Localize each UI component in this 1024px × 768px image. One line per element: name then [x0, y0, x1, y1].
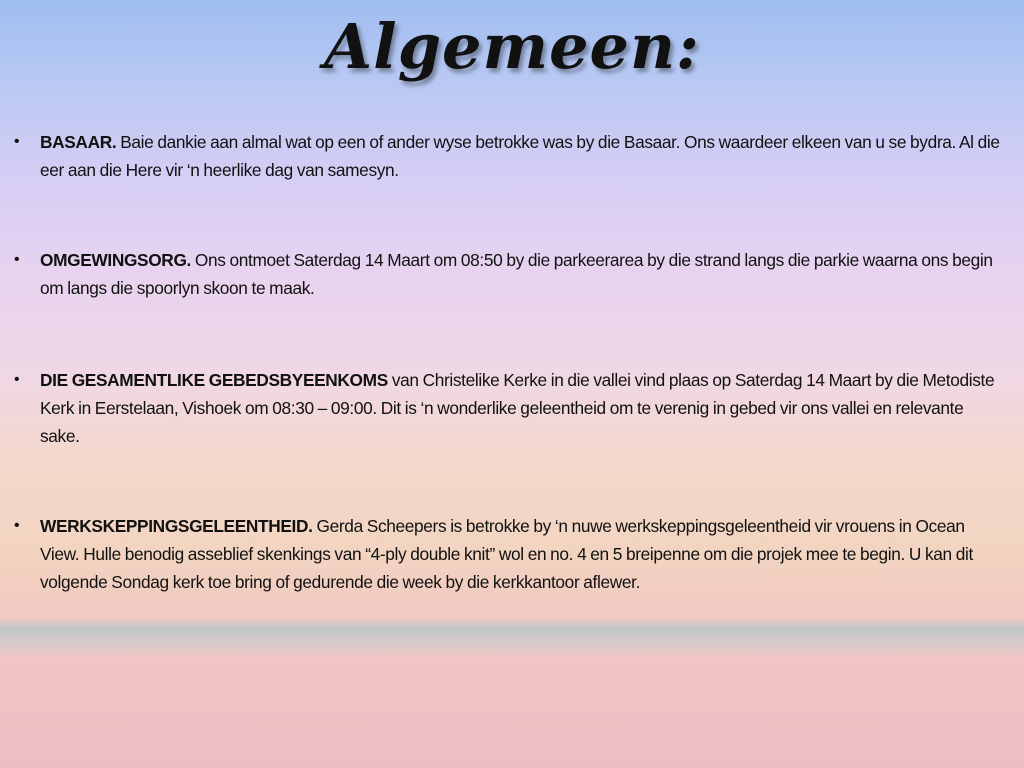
background-sea: [0, 660, 1024, 768]
announcement-text: Gerda Scheepers is betrokke by ‘n nuwe werkskeppingsgeleentheid vir vrouens in Ocean View. Hulle benodig asseblief skenkings van “4-ply double knit” wol en no. 4 en 5 breipenne om die projek mee te begin. U kan dit volgende Sondag kerk toe bring of gedurende die week by die kerkkantoor aflewer.: [40, 516, 973, 592]
background-horizon: [0, 618, 1024, 658]
bullet-icon: •: [14, 133, 20, 150]
announcement-gebedsbyeenkoms: [14, 366, 1004, 450]
announcement-basaar: [14, 128, 1004, 184]
announcement-heading: DIE GESAMENTLIKE GEBEDSBYEENKOMS: [40, 370, 388, 390]
announcement-omgewingsorg: [14, 246, 1004, 302]
bullet-icon: •: [14, 371, 20, 388]
announcement-heading: BASAAR.: [40, 132, 117, 152]
bullet-icon: •: [14, 251, 20, 268]
announcement-werkskepping: [14, 512, 1004, 596]
announcement-list: [14, 128, 1004, 596]
announcement-text: Ons ontmoet Saterdag 14 Maart om 08:50 by die parkeerarea by die strand langs die parkie waarna ons begin om langs die spoorlyn skoon te maak.: [40, 250, 993, 298]
announcement-heading: WERKSKEPPINGSGELEENTHEID.: [40, 516, 313, 536]
bullet-icon: •: [14, 517, 20, 534]
announcement-heading: OMGEWINGSORG.: [40, 250, 191, 270]
slide-title: Algemeen:: [324, 10, 700, 83]
announcement-text: Baie dankie aan almal wat op een of ander wyse betrokke was by die Basaar. Ons waardeer elkeen van u se bydra. Al die eer aan die Here vir ‘n heerlike dag van samesyn.: [40, 132, 1000, 180]
announcement-text: van Christelike Kerke in die vallei vind plaas op Saterdag 14 Maart by die Metodiste Kerk in Eerstelaan, Vishoek om 08:30 – 09:00. Dit is ‘n wonderlike geleentheid om te verenig in gebed vir ons vallei en relevante sake.: [40, 370, 995, 446]
